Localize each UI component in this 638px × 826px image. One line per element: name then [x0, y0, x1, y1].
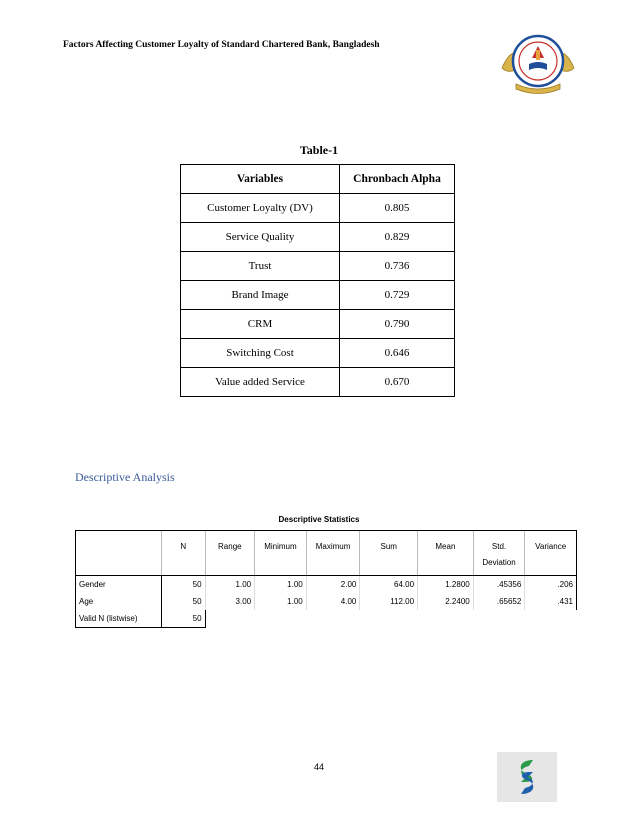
table-row [76, 576, 577, 594]
variable-cell: Brand Image [181, 281, 340, 310]
empty-cell [473, 610, 525, 628]
minimum-cell: 1.00 [255, 576, 307, 594]
section-heading: Descriptive Analysis [75, 470, 175, 484]
variable-cell: Trust [181, 252, 340, 281]
empty-cell [525, 610, 577, 628]
variance-cell: .431 [525, 593, 577, 610]
alpha-cell: 0.646 [340, 339, 455, 368]
column-header-std-deviation [473, 531, 525, 576]
std-line2: Deviation [482, 558, 516, 567]
variance-cell: .206 [525, 576, 577, 594]
table-header-row [181, 165, 455, 194]
table-row [181, 194, 455, 223]
column-header-maximum: Maximum [306, 531, 360, 576]
alpha-cell: 0.729 [340, 281, 455, 310]
sum-cell: 112.00 [360, 593, 418, 610]
university-crest-icon [498, 28, 578, 96]
alpha-cell: 0.670 [340, 368, 455, 397]
std-deviation-cell: .45356 [473, 576, 525, 594]
variable-cell: Service Quality [181, 223, 340, 252]
sum-cell: 64.00 [360, 576, 418, 594]
variable-cell: Switching Cost [181, 339, 340, 368]
alpha-cell: 0.790 [340, 310, 455, 339]
table-row [181, 223, 455, 252]
maximum-cell: 4.00 [306, 593, 360, 610]
alpha-cell: 0.736 [340, 252, 455, 281]
table-header-row [76, 531, 577, 576]
row-label: Valid N (listwise) [76, 610, 162, 628]
descriptive-statistics-table [75, 530, 577, 628]
minimum-cell: 1.00 [255, 593, 307, 610]
column-header-minimum: Minimum [255, 531, 307, 576]
n-cell: 50 [162, 576, 206, 594]
variable-cell: Value added Service [181, 368, 340, 397]
std-deviation-cell: .65652 [473, 593, 525, 610]
n-cell: 50 [162, 610, 206, 628]
descriptive-table-title: Descriptive Statistics [278, 515, 360, 524]
table-row [181, 252, 455, 281]
variable-cell: Customer Loyalty (DV) [181, 194, 340, 223]
row-label: Age [76, 593, 162, 610]
range-cell: 3.00 [205, 593, 255, 610]
table-row [181, 368, 455, 397]
table-caption: Table-1 [299, 143, 339, 157]
table-row [76, 610, 577, 628]
column-header-blank [76, 531, 162, 576]
column-header-range: Range [205, 531, 255, 576]
alpha-cell: 0.829 [340, 223, 455, 252]
mean-cell: 2.2400 [418, 593, 474, 610]
table-row [181, 310, 455, 339]
column-header-n: N [162, 531, 206, 576]
reliability-table [180, 164, 455, 397]
empty-cell [255, 610, 307, 628]
running-header: Factors Affecting Customer Loyalty of Standard Chartered Bank, Bangladesh [63, 40, 380, 50]
table-row [76, 593, 577, 610]
range-cell: 1.00 [205, 576, 255, 594]
column-header-variables: Variables [181, 165, 340, 194]
variable-cell: CRM [181, 310, 340, 339]
row-label: Gender [76, 576, 162, 594]
empty-cell [205, 610, 255, 628]
mean-cell: 1.2800 [418, 576, 474, 594]
column-header-variance: Variance [525, 531, 577, 576]
column-header-chronbach-alpha: Chronbach Alpha [340, 165, 455, 194]
table-row [181, 339, 455, 368]
column-header-sum: Sum [360, 531, 418, 576]
maximum-cell: 2.00 [306, 576, 360, 594]
n-cell: 50 [162, 593, 206, 610]
table-row [181, 281, 455, 310]
empty-cell [306, 610, 360, 628]
standard-chartered-logo-icon [497, 752, 557, 802]
alpha-cell: 0.805 [340, 194, 455, 223]
page-number: 44 [313, 762, 324, 772]
empty-cell [360, 610, 418, 628]
std-line1: Std. [491, 542, 507, 551]
column-header-mean: Mean [418, 531, 474, 576]
empty-cell [418, 610, 474, 628]
